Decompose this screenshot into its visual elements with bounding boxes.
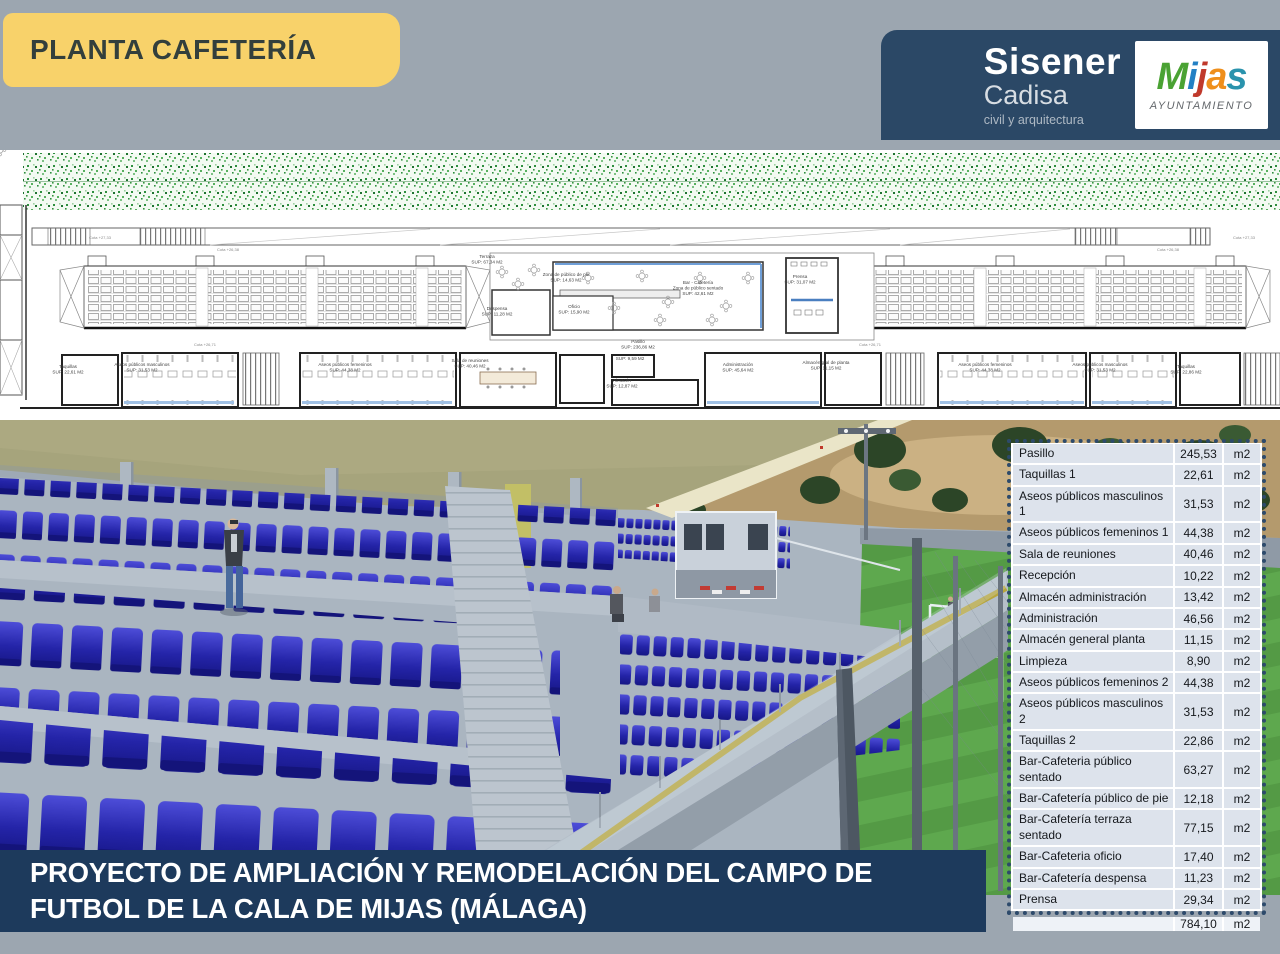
table-row xyxy=(1013,630,1260,649)
table-row xyxy=(1013,609,1260,628)
plan-room-label: Aseos públicos femeninos SUP: 44,38 M2 xyxy=(318,362,372,373)
table-cell-name: Taquillas 1 xyxy=(1013,465,1175,484)
table-cell-name: Prensa xyxy=(1013,890,1175,909)
plan-room-label: Pasillo SUP: 236,86 M2 xyxy=(621,339,655,350)
table-row xyxy=(1013,652,1260,671)
table-cell-unit: m2 xyxy=(1233,547,1251,562)
table-cell-unit: m2 xyxy=(1233,654,1251,669)
plan-room-label: Taquillas SUP: 22,86 M2 xyxy=(1170,364,1202,375)
table-cell-name: Almacén administración xyxy=(1013,588,1175,607)
table-cell-val: 77,15 xyxy=(1175,810,1224,845)
table-cell-name: Aseos públicos masculinos 1 xyxy=(1013,487,1175,522)
header-logo-box xyxy=(881,30,1280,140)
plan-room-label: Almacén gral de planta SUP: 11,15 M2 xyxy=(802,360,850,371)
table-row xyxy=(1013,869,1260,888)
table-cell-val: 784,10 xyxy=(1175,917,1224,931)
table-cell-val: 245,53 xyxy=(1175,444,1224,463)
table-cell-val: 22,61 xyxy=(1175,465,1224,484)
table-cell-unit: m2 xyxy=(1233,871,1251,886)
table-cell-name: Sala de reuniones xyxy=(1013,545,1175,564)
table-cell-unit: m2 xyxy=(1233,590,1251,605)
plan-room-label: Taquillas SUP: 22,61 M2 xyxy=(52,364,84,375)
plan-room-label: Aseos públicos femeninos SUP: 44,38 M2 xyxy=(958,362,1012,373)
table-row xyxy=(1013,545,1260,564)
plan-cota-label: Cota +27,33 xyxy=(1233,235,1255,240)
table-cell-val: 13,42 xyxy=(1175,588,1224,607)
table-total-row xyxy=(1013,917,1260,931)
table-cell-val: 31,53 xyxy=(1175,694,1224,729)
areas-table xyxy=(1007,439,1266,931)
plan-room-label: Oficio SUP: 15,90 M2 xyxy=(558,304,590,315)
sisener-logo xyxy=(984,43,1121,127)
floor-plan xyxy=(0,150,1280,420)
sisener-tagline: civil y arquitectura xyxy=(983,113,1084,128)
footer-banner xyxy=(0,850,986,932)
plan-room-label: Bar - Cafetería Zona de público sentado SUP: 42,61 M2 xyxy=(672,280,724,296)
table-cell-name xyxy=(1013,917,1175,931)
table-cell-val: 12,18 xyxy=(1175,789,1224,808)
footer-title-line2: FUTBOL DE LA CALA DE MIJAS (MÁLAGA) xyxy=(30,893,587,924)
table-cell-name: Almacén general planta xyxy=(1013,630,1175,649)
plan-room-label: Aseos públicos masculinos SUP: 31,53 M2 xyxy=(1072,362,1128,373)
table-cell-val: 11,23 xyxy=(1175,869,1224,888)
mijas-wordmark xyxy=(1156,58,1246,96)
plan-room-label: Sala de reuniones SUP: 40,46 M2 xyxy=(451,358,489,369)
plan-room-label: Almacén SUP: 12,87 M2 xyxy=(606,378,638,389)
table-cell-val: 44,38 xyxy=(1175,673,1224,692)
page-title: PLANTA CAFETERÍA xyxy=(30,34,317,65)
plan-room-label: Aseos públicos masculinos SUP: 31,53 M2 xyxy=(114,362,170,373)
table-cell-unit: m2 xyxy=(1233,526,1251,541)
table-row xyxy=(1013,523,1260,542)
table-cell-unit: m2 xyxy=(1233,762,1251,777)
table-row xyxy=(1013,847,1260,866)
table-row xyxy=(1013,890,1260,909)
table-cell-unit: m2 xyxy=(1233,568,1251,583)
table-cell-name: Bar-Cafetería despensa xyxy=(1013,869,1175,888)
table-row xyxy=(1013,694,1260,729)
plan-room-label: Administración SUP: 45,64 M2 xyxy=(722,362,754,373)
table-cell-unit: m2 xyxy=(1233,611,1251,626)
table-row xyxy=(1013,789,1260,808)
table-cell-val: 17,40 xyxy=(1175,847,1224,866)
table-cell-name: Bar-Cafetería terraza sentado xyxy=(1013,810,1175,845)
table-cell-name: Aseos públicos femeninos 2 xyxy=(1013,673,1175,692)
table-cell-val: 10,22 xyxy=(1175,566,1224,585)
table-cell-val: 46,56 xyxy=(1175,609,1224,628)
table-cell-val: 44,38 xyxy=(1175,523,1224,542)
plan-room-label: SUP: 9,59 M2 xyxy=(615,356,645,361)
table-cell-unit: m2 xyxy=(1233,704,1251,719)
plan-room-label: Zona de público de pie SUP: 14,63 M2 xyxy=(542,272,590,283)
table-cell-name: Pasillo xyxy=(1013,444,1175,463)
table-row xyxy=(1013,566,1260,585)
table-cell-name: Recepción xyxy=(1013,566,1175,585)
mijas-letter: a xyxy=(1206,56,1227,98)
table-cell-val: 31,53 xyxy=(1175,487,1224,522)
table-row xyxy=(1013,588,1260,607)
table-cell-name: Aseos públicos femeninos 1 xyxy=(1013,523,1175,542)
table-cell-name: Limpieza xyxy=(1013,652,1175,671)
plan-cota-label: Cota +26,38 xyxy=(217,247,239,252)
table-cell-unit: m2 xyxy=(1233,791,1251,806)
table-cell-val: 63,27 xyxy=(1175,752,1224,787)
mijas-letter: M xyxy=(1156,56,1188,98)
table-cell-unit: m2 xyxy=(1233,892,1251,907)
table-row xyxy=(1013,673,1260,692)
plan-room-label: Despensa SUP: 11,28 M2 xyxy=(481,306,513,317)
plan-cota-label: Cota +26,71 xyxy=(859,342,881,347)
table-row xyxy=(1013,752,1260,787)
table-row xyxy=(1013,810,1260,845)
table-cell-name: Aseos públicos masculinos 2 xyxy=(1013,694,1175,729)
mijas-sub: AYUNTAMIENTO xyxy=(1149,100,1254,112)
sisener-name: Sisener xyxy=(983,41,1121,83)
table-cell-val: 11,15 xyxy=(1175,630,1224,649)
table-cell-unit: m2 xyxy=(1233,468,1251,483)
plan-walkway xyxy=(32,228,1210,245)
table-cell-unit: m2 xyxy=(1233,733,1251,748)
plan-cota-label: Cota +27,33 xyxy=(89,235,111,240)
table-cell-unit: m2 xyxy=(1233,675,1251,690)
areas-table-body xyxy=(1007,439,1266,915)
table-row xyxy=(1013,731,1260,750)
table-cell-name: Bar-Cafetería público de pie xyxy=(1013,789,1175,808)
mijas-logo xyxy=(1135,41,1268,129)
table-cell-unit: m2 xyxy=(1233,917,1251,932)
table-cell-val: 29,34 xyxy=(1175,890,1224,909)
sisener-sub: Cadisa xyxy=(983,80,1068,111)
mijas-letter: s xyxy=(1226,56,1247,98)
table-cell-val: 8,90 xyxy=(1175,652,1224,671)
mijas-letter: i xyxy=(1187,56,1197,98)
table-cell-name: Bar-Cafeteria público sentado xyxy=(1013,752,1175,787)
plan-cota-label: Cota +26,71 xyxy=(194,342,216,347)
table-cell-name: Administración xyxy=(1013,609,1175,628)
table-cell-unit: m2 xyxy=(1233,820,1251,835)
plan-room-label: Terraza SUP: 67,34 M2 xyxy=(471,254,503,265)
table-row xyxy=(1013,487,1260,522)
table-cell-unit: m2 xyxy=(1233,497,1251,512)
table-cell-val: 22,86 xyxy=(1175,731,1224,750)
table-cell-name: Bar-Cafeteria oficio xyxy=(1013,847,1175,866)
mijas-letter: j xyxy=(1196,56,1207,98)
table-cell-unit: m2 xyxy=(1233,446,1251,461)
title-banner xyxy=(3,13,400,87)
plan-room-label: Prensa SUP: 31,07 M2 xyxy=(784,274,816,285)
footer-title-line1: PROYECTO DE AMPLIACIÓN Y REMODELACIÓN DEL CAMPO DE xyxy=(30,856,873,888)
table-cell-name: Taquillas 2 xyxy=(1013,731,1175,750)
table-cell-unit: m2 xyxy=(1233,632,1251,647)
table-cell-val: 40,46 xyxy=(1175,545,1224,564)
plan-cota-label: Cota +26,38 xyxy=(1157,247,1179,252)
table-row xyxy=(1013,444,1260,463)
table-cell-unit: m2 xyxy=(1233,849,1251,864)
table-row xyxy=(1013,465,1260,484)
